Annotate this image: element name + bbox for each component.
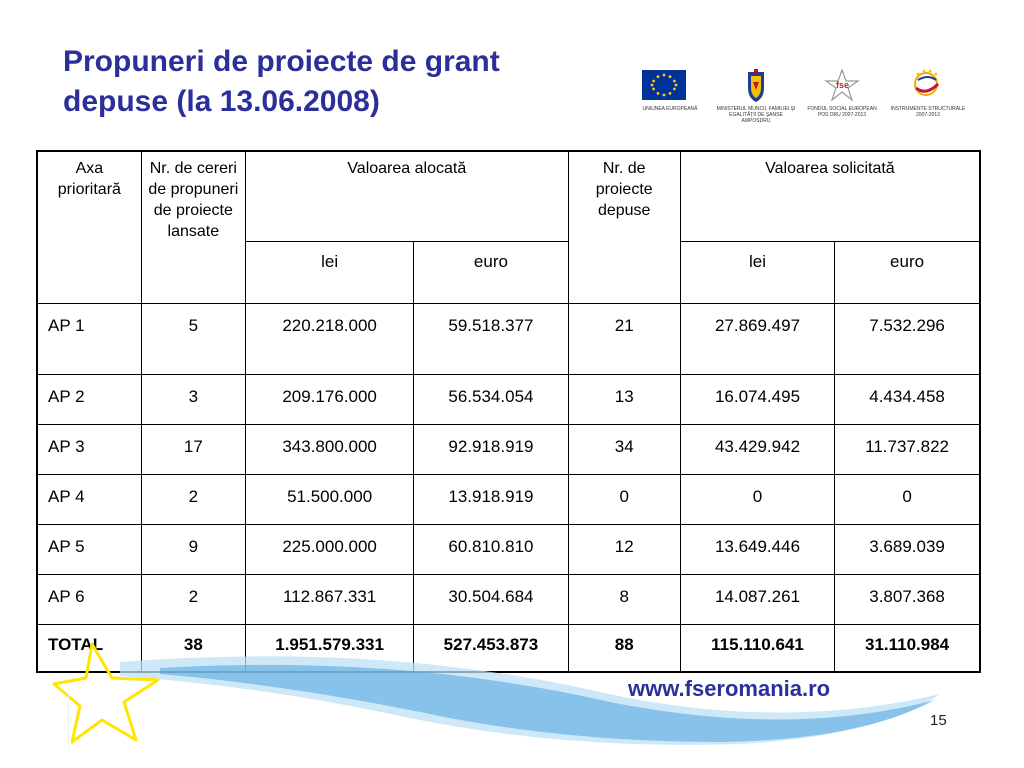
cell-nr-cereri: 2 <box>141 574 245 624</box>
cell-axa: AP 4 <box>37 474 141 524</box>
cell-nr-proiecte: 0 <box>568 474 680 524</box>
cell-nr-cereri: 17 <box>141 424 245 474</box>
cell-solicitat-lei: 14.087.261 <box>680 574 834 624</box>
table-row <box>37 524 980 574</box>
cell-nr-proiecte: 8 <box>568 574 680 624</box>
cell-alocat-lei: 220.218.000 <box>245 303 413 374</box>
cell-nr-proiecte: 13 <box>568 374 680 424</box>
cell-solicitat-lei: 27.869.497 <box>680 303 834 374</box>
cell-alocat-euro: 59.518.377 <box>414 303 568 374</box>
page-number: 15 <box>930 712 947 729</box>
cell-nr-cereri: 9 <box>141 524 245 574</box>
eu-flag-logo <box>630 66 710 126</box>
footer-url[interactable]: www.fseromania.ro <box>628 676 831 701</box>
cell-axa-total: TOTAL <box>37 624 141 672</box>
header-nr-proiecte: Nr. de proiecte depuse <box>568 151 680 303</box>
cell-alocat-lei: 225.000.000 <box>245 524 413 574</box>
cell-nr-proiecte: 34 <box>568 424 680 474</box>
cell-alocat-euro: 92.918.919 <box>414 424 568 474</box>
svg-text:fse: fse <box>836 80 850 90</box>
cell-alocat-euro: 60.810.810 <box>414 524 568 574</box>
cell-nr-proiecte: 21 <box>568 303 680 374</box>
cell-alocat-lei: 343.800.000 <box>245 424 413 474</box>
cell-nr-cereri: 2 <box>141 474 245 524</box>
table-row <box>37 474 980 524</box>
fse-logo <box>802 66 882 126</box>
cell-solicitat-lei: 16.074.495 <box>680 374 834 424</box>
slide-title-line-1: Propuneri de proiecte de grant <box>63 45 500 78</box>
header-alocat-euro: euro <box>414 241 568 303</box>
header-valoarea-alocata: Valoarea alocată <box>245 151 568 241</box>
cell-solicitat-euro: 4.434.458 <box>835 374 980 424</box>
sponsor-logos <box>630 66 970 126</box>
cell-alocat-lei: 209.176.000 <box>245 374 413 424</box>
slide-title-line-2: depuse (la 13.06.2008) <box>63 85 380 118</box>
cell-axa: AP 3 <box>37 424 141 474</box>
cell-solicitat-euro: 3.807.368 <box>835 574 980 624</box>
header-valoarea-solicitata: Valoarea solicitată <box>680 151 980 241</box>
cell-solicitat-lei-total: 115.110.641 <box>680 624 834 672</box>
cell-solicitat-lei: 13.649.446 <box>680 524 834 574</box>
fse-caption: FONDUL SOCIAL EUROPEAN POS DRU 2007-2013 <box>807 106 877 118</box>
cell-alocat-lei: 112.867.331 <box>245 574 413 624</box>
cell-nr-proiecte: 12 <box>568 524 680 574</box>
star-icon <box>54 644 158 742</box>
structural-instruments-logo <box>888 66 968 126</box>
cell-alocat-lei-total: 1.951.579.331 <box>245 624 413 672</box>
cell-axa: AP 1 <box>37 303 141 374</box>
eu-flag-icon <box>630 66 710 106</box>
cell-solicitat-lei: 43.429.942 <box>680 424 834 474</box>
header-alocat-lei: lei <box>245 241 413 303</box>
romania-coat-of-arms-icon <box>716 66 796 106</box>
footer-wave-decoration <box>0 640 1024 768</box>
slide-title <box>63 42 623 122</box>
eu-caption: UNIUNEA EUROPEANĂ <box>642 106 698 112</box>
cell-solicitat-euro-total: 31.110.984 <box>835 624 980 672</box>
table-row <box>37 374 980 424</box>
cell-alocat-euro: 13.918.919 <box>414 474 568 524</box>
cell-alocat-euro: 56.534.054 <box>414 374 568 424</box>
table-row <box>37 424 980 474</box>
cell-axa: AP 2 <box>37 374 141 424</box>
table-row <box>37 574 980 624</box>
cell-axa: AP 5 <box>37 524 141 574</box>
cell-axa: AP 6 <box>37 574 141 624</box>
structural-caption: INSTRUMENTE STRUCTURALE 2007-2013 <box>890 106 966 118</box>
cell-solicitat-lei: 0 <box>680 474 834 524</box>
grant-projects-table <box>36 150 981 673</box>
header-solicitat-euro: euro <box>835 241 980 303</box>
cell-nr-cereri: 3 <box>141 374 245 424</box>
cell-nr-proiecte-total: 88 <box>568 624 680 672</box>
ministry-caption: MINISTERUL MUNCII, FAMILIEI ŞI EGALITĂŢII DE ŞANSE AMPOSDRU <box>716 106 796 124</box>
header-solicitat-lei: lei <box>680 241 834 303</box>
cell-solicitat-euro: 11.737.822 <box>835 424 980 474</box>
cell-nr-cereri-total: 38 <box>141 624 245 672</box>
cell-nr-cereri: 5 <box>141 303 245 374</box>
cell-alocat-euro: 30.504.684 <box>414 574 568 624</box>
structural-instruments-icon <box>888 66 968 106</box>
cell-solicitat-euro: 3.689.039 <box>835 524 980 574</box>
ministry-logo <box>716 66 796 126</box>
cell-solicitat-euro: 0 <box>835 474 980 524</box>
cell-solicitat-euro: 7.532.296 <box>835 303 980 374</box>
table-row <box>37 303 980 374</box>
cell-alocat-lei: 51.500.000 <box>245 474 413 524</box>
fse-logo-icon <box>802 66 882 106</box>
header-nr-cereri: Nr. de cereri de propuneri de proiecte lansate <box>141 151 245 303</box>
cell-alocat-euro-total: 527.453.873 <box>414 624 568 672</box>
header-axa: Axa prioritară <box>37 151 141 303</box>
left-divider <box>68 690 69 750</box>
